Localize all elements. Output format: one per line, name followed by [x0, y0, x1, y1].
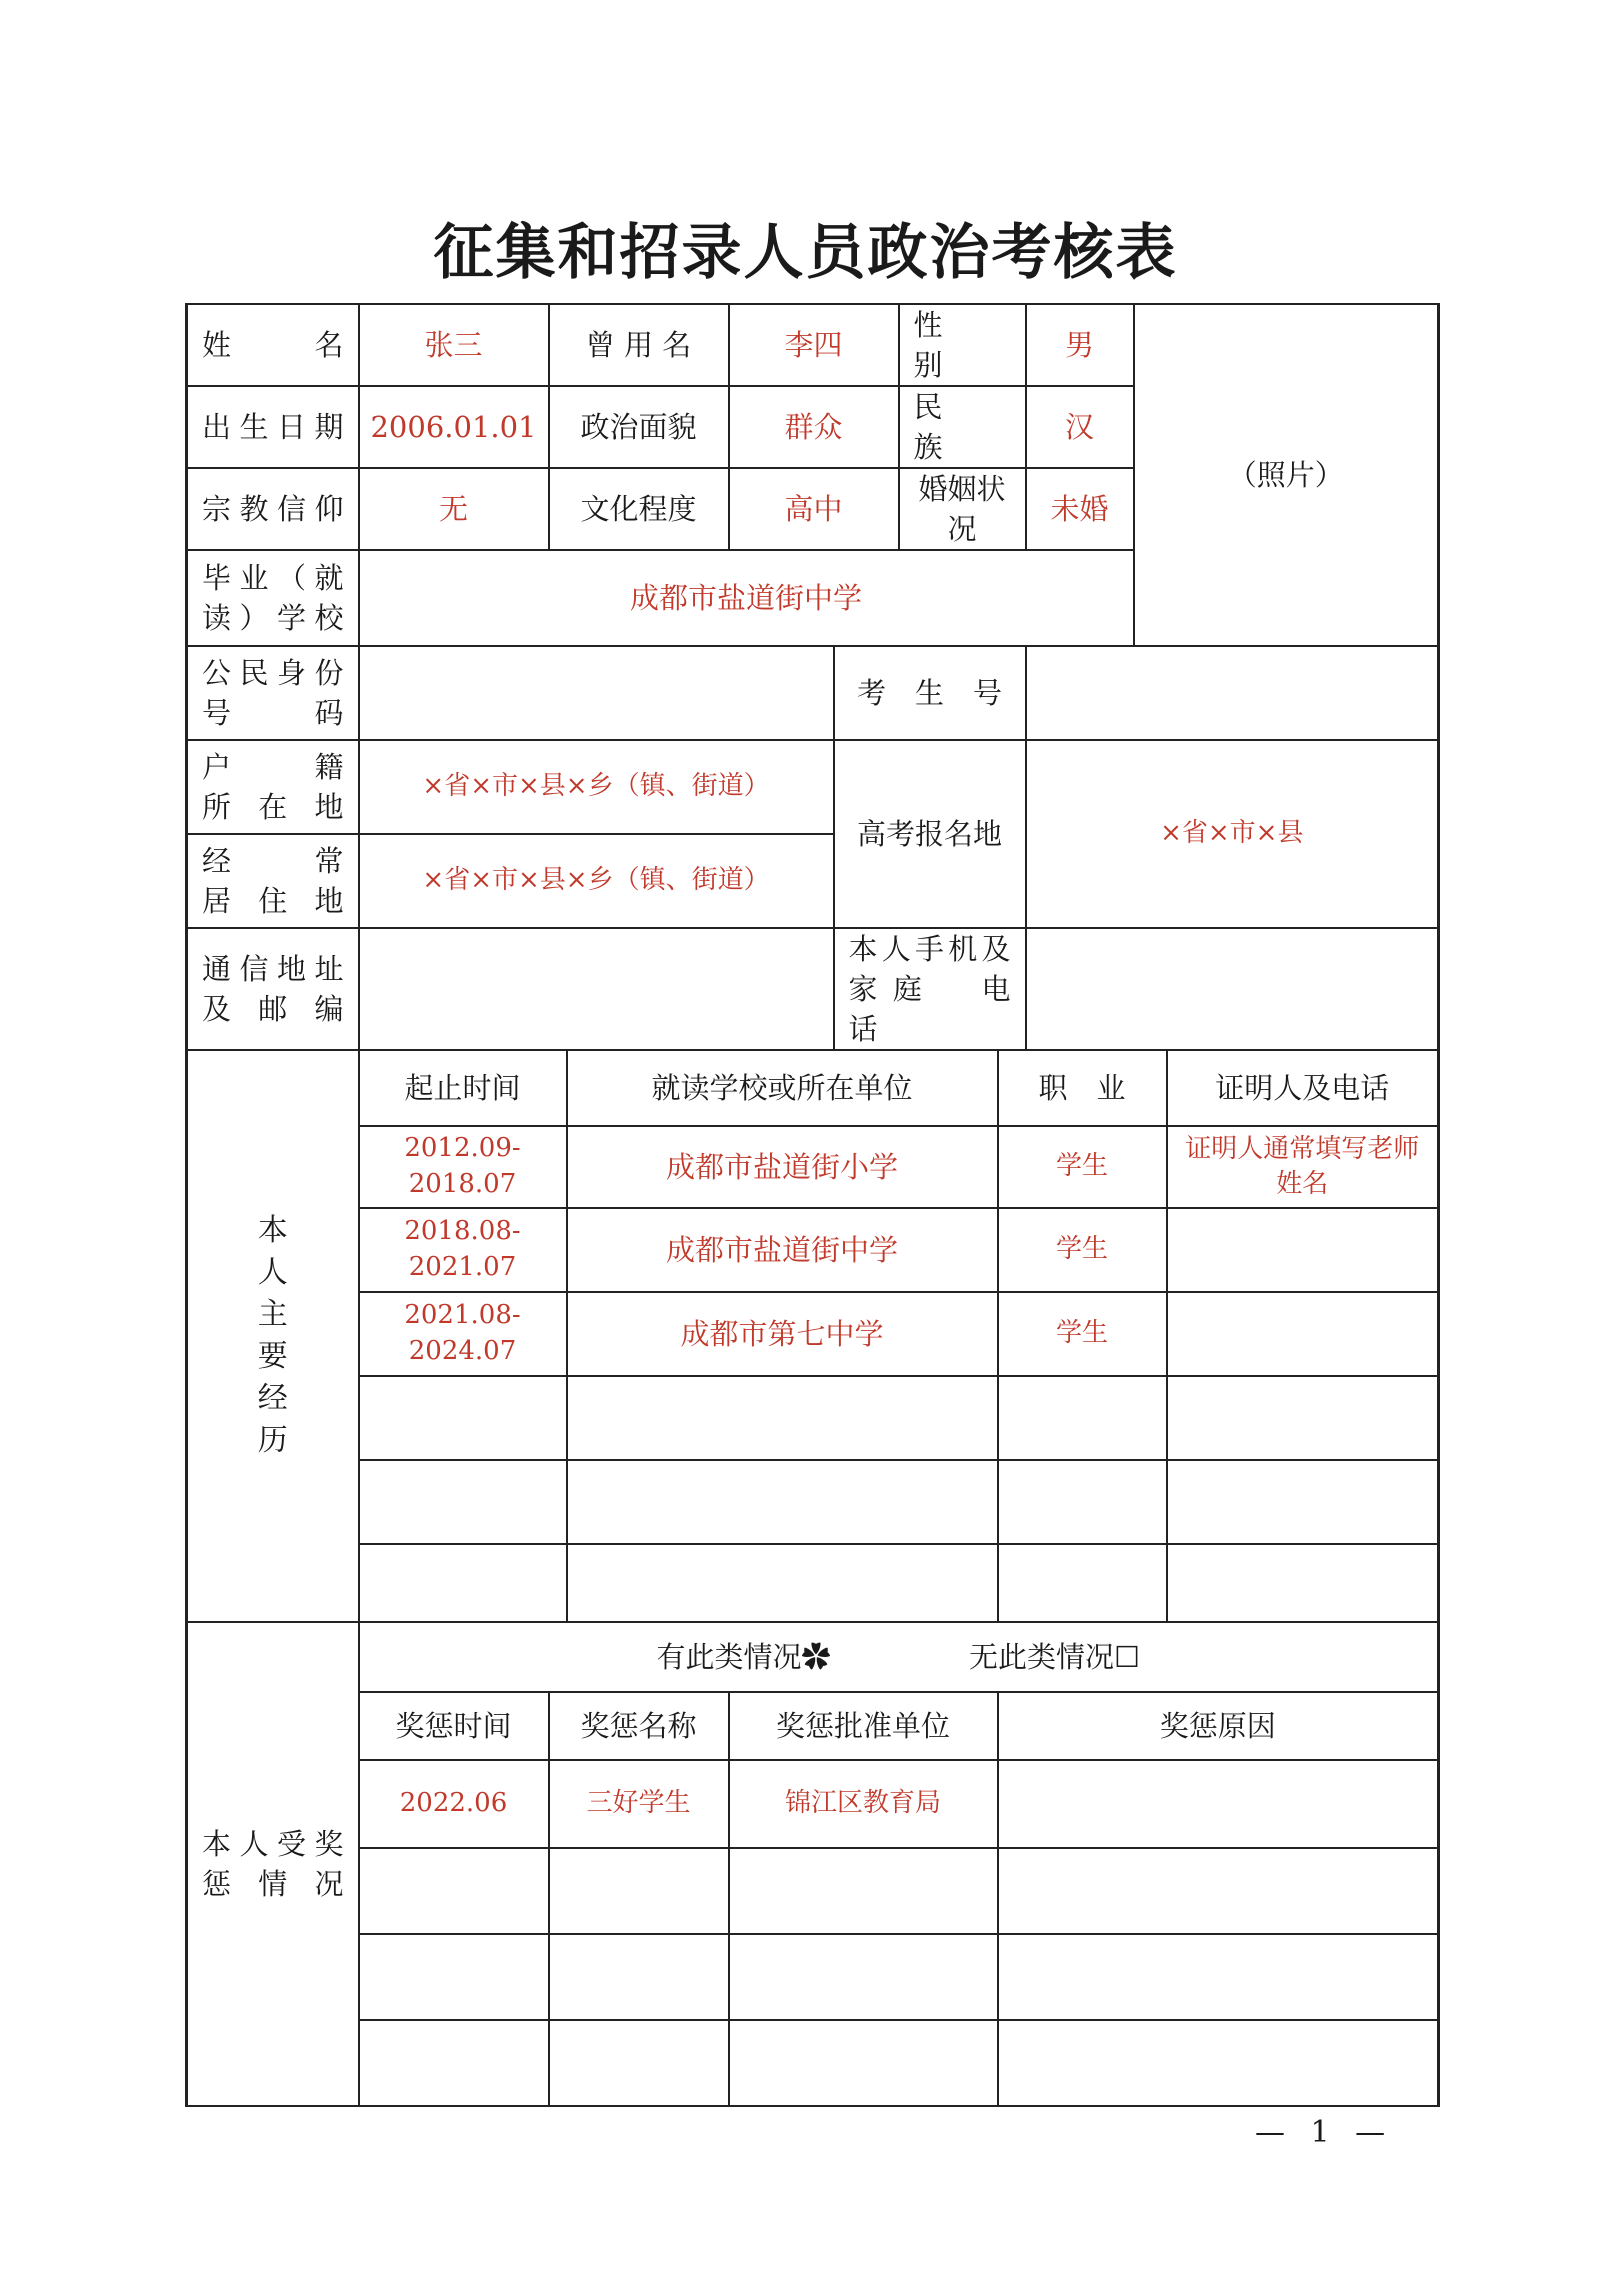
phone-value[interactable] [1026, 928, 1439, 1050]
marital-label: 婚姻状况 [899, 468, 1026, 550]
award-header-unit: 奖惩批准单位 [729, 1692, 998, 1760]
former-name-value[interactable]: 李四 [729, 304, 899, 386]
residence-label: 经 常居 住 地 [187, 834, 359, 928]
exp-job[interactable]: 学生 [998, 1292, 1167, 1376]
gaokao-value[interactable]: ×省×市×县 [1026, 740, 1439, 928]
exp-unit[interactable] [567, 1460, 998, 1544]
table-row [187, 1848, 1439, 1934]
exp-period[interactable] [359, 1376, 567, 1460]
page-number: — 1 — [1255, 2115, 1394, 2150]
table-row [187, 1934, 1439, 2020]
photo-box[interactable] [1134, 304, 1439, 646]
award-time[interactable] [359, 2020, 549, 2106]
exp-period[interactable]: 2012.09-2018.07 [359, 1126, 567, 1208]
school-value[interactable]: 成都市盐道街中学 [359, 550, 1134, 646]
table-row [187, 1460, 1439, 1544]
exam-no-label: 考 生 号 [834, 646, 1026, 740]
religion-label: 宗教信仰 [187, 468, 359, 550]
award-time[interactable] [359, 1848, 549, 1934]
exp-period[interactable]: 2021.08-2024.07 [359, 1292, 567, 1376]
former-name-label: 曾 用 名 [549, 304, 729, 386]
household-value[interactable]: ×省×市×县×乡（镇、街道） [359, 740, 834, 834]
education-value[interactable]: 高中 [729, 468, 899, 550]
exam-no-value[interactable] [1026, 646, 1439, 740]
awards-section-label: 本人受奖惩 情 况 [187, 1622, 359, 2106]
household-label: 户 籍所 在 地 [187, 740, 359, 834]
ethnic-label: 民 族 [899, 386, 1026, 468]
awards-case-choice [359, 1622, 1439, 1692]
exp-job[interactable]: 学生 [998, 1208, 1167, 1292]
award-header-name: 奖惩名称 [549, 1692, 729, 1760]
table-row [187, 1126, 1439, 1208]
address-value[interactable] [359, 928, 834, 1050]
award-unit[interactable]: 锦江区教育局 [729, 1760, 998, 1848]
religion-value[interactable]: 无 [359, 468, 549, 550]
exp-header-job: 职 业 [998, 1050, 1167, 1126]
table-row [187, 1376, 1439, 1460]
exp-header-witness: 证明人及电话 [1167, 1050, 1439, 1126]
award-reason[interactable] [998, 2020, 1439, 2106]
address-label: 通信地址及 邮 编 [187, 928, 359, 1050]
school-label: 毕业（就读）学校 [187, 550, 359, 646]
no-case-option[interactable]: 无此类情况☐ [969, 1640, 1140, 1675]
exp-header-unit: 就读学校或所在单位 [567, 1050, 998, 1126]
phone-label: 本人手机及家庭 电 话 [834, 928, 1026, 1050]
table-row [187, 1208, 1439, 1292]
award-unit[interactable] [729, 2020, 998, 2106]
exp-job[interactable] [998, 1376, 1167, 1460]
political-review-form [185, 303, 1440, 2107]
exp-job[interactable] [998, 1544, 1167, 1622]
table-row [187, 1292, 1439, 1376]
name-label: 姓 名 [187, 304, 359, 386]
table-row [187, 1760, 1439, 1848]
exp-witness[interactable] [1167, 1460, 1439, 1544]
award-unit[interactable] [729, 1934, 998, 2020]
award-name[interactable]: 三好学生 [549, 1760, 729, 1848]
ethnic-value[interactable]: 汉 [1026, 386, 1134, 468]
table-row [187, 2020, 1439, 2106]
photo-label: （照片） [1227, 458, 1344, 493]
table-row [187, 1544, 1439, 1622]
gaokao-label: 高考报名地 [834, 740, 1026, 928]
exp-witness[interactable] [1167, 1208, 1439, 1292]
exp-job[interactable] [998, 1460, 1167, 1544]
exp-unit[interactable] [567, 1376, 998, 1460]
id-value[interactable] [359, 646, 834, 740]
marital-value[interactable]: 未婚 [1026, 468, 1134, 550]
residence-value[interactable]: ×省×市×县×乡（镇、街道） [359, 834, 834, 928]
exp-period[interactable] [359, 1460, 567, 1544]
exp-job[interactable]: 学生 [998, 1126, 1167, 1208]
exp-unit[interactable]: 成都市盐道街小学 [567, 1126, 998, 1208]
gender-value[interactable]: 男 [1026, 304, 1134, 386]
exp-header-period: 起止时间 [359, 1050, 567, 1126]
id-label: 公民身份号 码 [187, 646, 359, 740]
award-header-time: 奖惩时间 [359, 1692, 549, 1760]
award-time[interactable]: 2022.06 [359, 1760, 549, 1848]
exp-period[interactable]: 2018.08-2021.07 [359, 1208, 567, 1292]
exp-unit[interactable] [567, 1544, 998, 1622]
award-header-reason: 奖惩原因 [998, 1692, 1439, 1760]
award-name[interactable] [549, 1934, 729, 2020]
award-unit[interactable] [729, 1848, 998, 1934]
award-reason[interactable] [998, 1760, 1439, 1848]
award-reason[interactable] [998, 1934, 1439, 2020]
birth-value[interactable]: 2006.01.01 [359, 386, 549, 468]
award-time[interactable] [359, 1934, 549, 2020]
exp-witness[interactable]: 证明人通常填写老师姓名 [1167, 1126, 1439, 1208]
award-name[interactable] [549, 1848, 729, 1934]
name-value[interactable]: 张三 [359, 304, 549, 386]
exp-period[interactable] [359, 1544, 567, 1622]
award-name[interactable] [549, 2020, 729, 2106]
political-label: 政治面貌 [549, 386, 729, 468]
gender-label: 性 别 [899, 304, 1026, 386]
has-case-option[interactable]: 有此类情况✿ [656, 1640, 831, 1675]
education-label: 文化程度 [549, 468, 729, 550]
exp-witness[interactable] [1167, 1544, 1439, 1622]
exp-unit[interactable]: 成都市盐道街中学 [567, 1208, 998, 1292]
birth-label: 出生日期 [187, 386, 359, 468]
exp-witness[interactable] [1167, 1376, 1439, 1460]
award-reason[interactable] [998, 1848, 1439, 1934]
exp-unit[interactable]: 成都市第七中学 [567, 1292, 998, 1376]
experience-section-label: 本人主要经历 [187, 1050, 359, 1622]
exp-witness[interactable] [1167, 1292, 1439, 1376]
political-value[interactable]: 群众 [729, 386, 899, 468]
form-title: 征集和招录人员政治考核表 [433, 218, 1178, 288]
